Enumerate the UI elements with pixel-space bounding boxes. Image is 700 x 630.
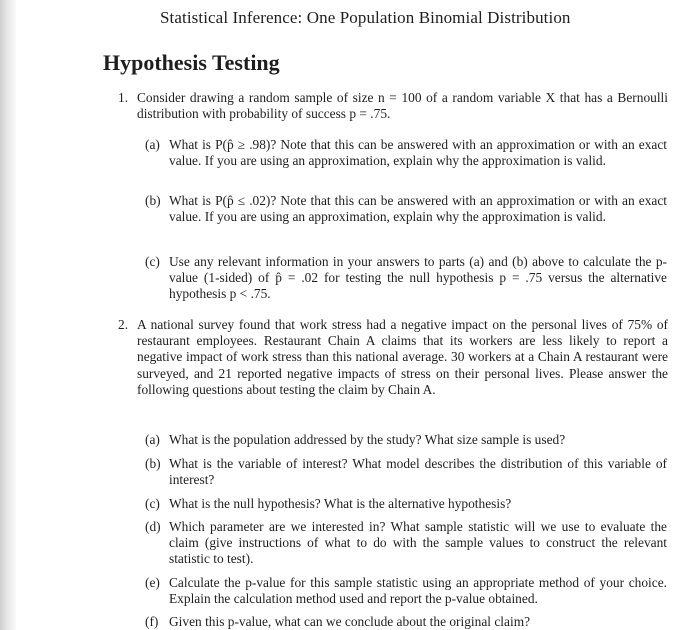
question-2-part-c [145,496,667,512]
question-2-part-d [145,519,667,568]
question-2 [118,317,668,398]
part-label: (a) [145,137,160,152]
part-label: (e) [145,575,160,590]
part-label: (c) [145,496,160,511]
part-text: What is the null hypothesis? What is the alternative hypothesis? [169,496,512,511]
part-label: (d) [145,519,161,534]
question-1-part-a [145,137,667,169]
part-label: (b) [145,193,161,208]
part-label: (a) [145,432,160,447]
part-text: What is the variable of interest? What model describes the distribution of this variable of interest? [169,456,667,488]
question-text: A national survey found that work stress had a negative impact on the personal lives of 75% of restaurant employees. Restaurant Chain A claims that its workers are less likely to report a negative impact of work stress than this national average. 30 workers at a Chain A restaurant were surveyed, and 21 reported negative impacts of stress on their personal lives. Please answer the following questions about testing the claim by Chain A. [137,317,668,397]
part-label: (f) [145,614,159,629]
question-2-part-e [145,575,667,607]
page-header: Statistical Inference: One Population Binomial Distribution [160,8,571,27]
part-text: What is P(p̂ ≥ .98)? Note that this can be answered with an approximation or with an exact value. If you are using an approximation, explain why the approximation is valid. [169,137,667,169]
question-number: 1. [118,90,129,105]
part-text: What is P(p̂ ≤ .02)? Note that this can be answered with an approximation or with an exact value. If you are using an approximation, explain why the approximation is valid. [169,193,667,225]
question-2-part-a [145,432,667,448]
part-text: Use any relevant information in your answers to parts (a) and (b) above to calculate the p-value (1-sided) of p̂ = .02 for testing the null hypothesis p = .75 versus the alternative hypothesis p < .75. [169,254,667,302]
part-label: (b) [145,456,161,471]
question-2-part-b [145,456,667,488]
question-1 [118,90,668,122]
part-text: What is the population addressed by the study? What size sample is used? [169,432,566,447]
part-label: (c) [145,254,160,269]
question-1-part-c [145,254,667,303]
question-text: Consider drawing a random sample of size n = 100 of a random variable X that has a Bernoulli distribution with probability of success p = .75. [137,90,668,122]
question-1-part-b [145,193,667,225]
part-text: Calculate the p-value for this sample statistic using an appropriate method of your choice. Explain the calculation method used and report the p-value obtained. [169,575,667,607]
question-number: 2. [118,317,129,332]
part-text: Given this p-value, what can we conclude about the original claim? [169,614,531,629]
question-2-part-f [145,614,667,630]
section-title: Hypothesis Testing [103,50,280,75]
part-text: Which parameter are we interested in? What sample statistic will we use to evaluate the claim (give instructions of what to do with the sample values to construct the relevant statistic to test). [169,519,667,567]
